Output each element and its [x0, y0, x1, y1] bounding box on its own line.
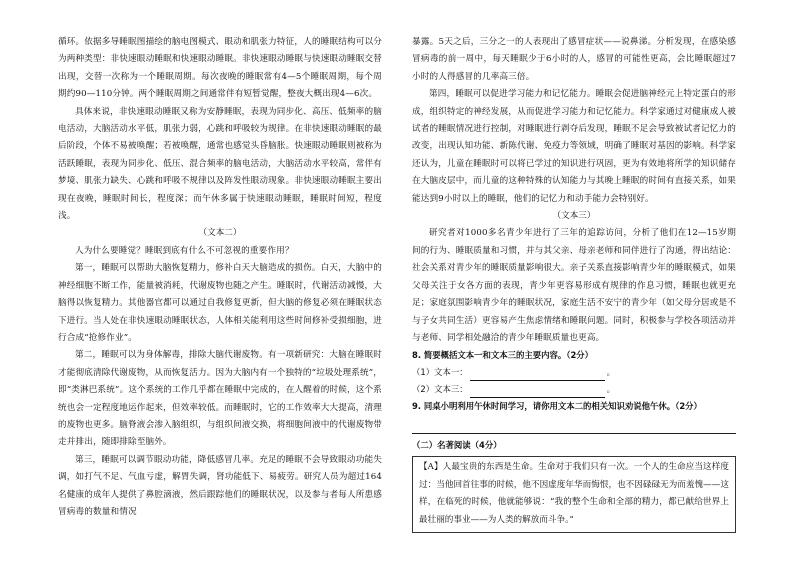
answer-2-end: 。 — [606, 384, 615, 395]
answer-2-blank[interactable] — [470, 385, 605, 398]
text2-point-1: 第一，睡眠可以帮助大脑恢复精力，修补白天大脑造成的损伤。白天，大脑中的神经细胞不断工作，能量被消耗，代谢废物也随之产生。睡眠时，代谢活动减慢，大脑得以恢复精力。其他器官都可以通过自我修复更新，但大脑的修复必须在睡眠状态下进行。当人处在非快速眼动睡眠状态，人体相关能利用这些时间修补受损细胞，进行合成“抢修作业”。 — [58, 263, 382, 343]
text3-paragraph: 研究者对1000多名青少年进行了三年的追踪访问，分析了他们在12—15岁期间的行为、睡眠质量和习惯，并与其父亲、母亲老师和同伴进行了沟通，得出结论：社会关系对青少年的睡眠质量影响很大。亲子关系直接影响青少年的睡眠模式，如果父母关注于女各方面的表现，青少年更容易形成有规律的作息习惯，睡眠也就更充足；家庭氛围影响青少年的睡眠状况，家庭生活不安宁的青少年（如父母分居或是不与子女共同生活）更容易产生焦虑情绪和睡眠问题。同时，积极参与学校各项活动并与老师、同学相处融洽的青少年睡眠质量也更高。 — [412, 228, 736, 343]
text2-point-2: 第二，睡眠可以为身体解毒，排除大脑代谢废物。有一项新研究：大脑在睡眠时才能彻底清除代谢废物，从而恢复活力。因为大脑内有一个独特的“垃圾处理系统”，即“类淋巴系统”。这个系统的工作几乎都在睡眠中完成的，在人醒着的时候，这个系统也会一定程度地运作起来，但效率较低。而睡眠时，它的工作效率大大提高，清理的废物也更多。脑脊液会渗入脑组织，与组织间液交换，将细胞间液中的代谢废物带走并排出，随即排除至脑外。 — [58, 350, 382, 448]
answer-2-label: （2）文本三： — [412, 384, 468, 395]
text2-point-3-continued: 暴露。5天之后，三分之一的人表现出了感冒症状——说鼻涕。分析发现，在感染感冒病毒的前一周中，每天睡眠少于6小时的人，感冒的可能性更高，会比睡眠超过7小时的人得感冒的几率高三倍。 — [412, 37, 736, 82]
text2-heading: （文本二） — [198, 228, 242, 239]
answer-1-label: （1）文本一： — [412, 367, 468, 378]
famous-works-section-title: （二）名著阅读（4分） — [412, 440, 502, 451]
question-8-answer-1 — [412, 364, 736, 381]
text1-paragraph-2: 具体来说，非快速眼动睡眠又称为安静睡眠，表现为同步化、高压、低频率的脑电活动，大脑活动水平低，肌张力弱，心跳和呼吸较为规律。在非快速眼动睡眠的最后阶段，个体不易被唤醒；若被唤醒，通常也感觉头昏脑胀。快速眼动睡眠则被称为活跃睡眠，表现为同步化、低压、混合频率的脑电活动，大脑活动水平较高，常伴有梦境、肌张力缺失、心跳和呼吸不规律以及阵发性眼动现象。非快速眼动睡眠主要出现在夜晚，睡眠时间长，程度深；而午休多属于快速眼动睡眠，睡眠时间短，程度浅。 — [58, 106, 382, 222]
question-9: 9. 同桌小明利用午休时间学习，请你用文本二的相关知识劝说他午休。（2分） — [412, 401, 702, 412]
text1-paragraph-1: 循环。依据多导睡眠图描绘的脑电图模式、眼动和肌张力特征，人的睡眠结构可以分为两种类型：非快速眼动睡眠和快速眼动睡眠。非快速眼动睡眠与快速眼动睡眠交替出现，交替一次称为一个睡眠周期。每次夜晚的睡眠常有4—5个睡眠周期，每个周期约90—110分钟。两个睡眠周期之间通常伴有短暂觉醒，整夜大概出现4—6次。 — [58, 37, 382, 100]
text3-heading: （文本三） — [552, 211, 596, 222]
text2-point-4: 第四，睡眠可以促进学习能力和记忆能力。睡眠会促进脑神经元上特定蛋白的形成，组织特定的神经发展，从而促进学习能力和记忆能力。科学家通过对健康成人被试者的睡眠情况进行控制，对睡眠进行剥夺后发现，睡眠不足会导致被试者记忆力的改变，出现认知功能、新陈代谢、免疫力等领域，明确了睡眠对基因的影响。科学家还认为，儿童在睡眠时可以将已学过的知识进行巩固，更为有效地将所学的知识储存在大脑皮层中，而儿童的这种特殊的认知能力与其晚上睡眠的时间有直接关系，如果能达到9小时以上的睡眠，他们的记忆力和动手能力会特别好。 — [412, 89, 736, 204]
answer-1-end: 。 — [606, 367, 615, 378]
right-column — [412, 34, 736, 533]
question-8-answer-2 — [412, 381, 736, 398]
answer-1-blank[interactable] — [470, 368, 605, 381]
question-8: 8. 简要概括文本一和文本三的主要内容。（2分） — [412, 350, 594, 361]
text2-point-3: 第三，睡眠可以调节眼动功能，降低感冒几率。充足的睡眠不会导致眼动功能失调，如打气不足、气血亏虚，解胃失调，肾功能低下、易疲劳。研究人员为超过164名健康的成年人提供了鼻腔滴液，然后跟踪他们的睡眠状况，以及参与者每人所患感冒病毒的数量和情况 — [58, 454, 382, 517]
passage-a-box — [412, 456, 736, 533]
passage-a-text: 【A】人最宝贵的东西是生命。生命对于我们只有一次。一个人的生命应当这样度过：当他回首往事的时候，他不因虚度年华而悔恨，也不因碌碌无为而羞愧——这样，在临死的时候，他就能够说：“我的整个生命和全部的精力，都已献给世界上最壮丽的事业——为人类的解放而斗争。” — [419, 462, 729, 525]
text2-intro: 人为什么要睡觉？睡眠到底有什么不可忽视的重要作用？ — [75, 245, 294, 256]
left-column — [58, 34, 382, 521]
section-divider — [412, 433, 736, 434]
